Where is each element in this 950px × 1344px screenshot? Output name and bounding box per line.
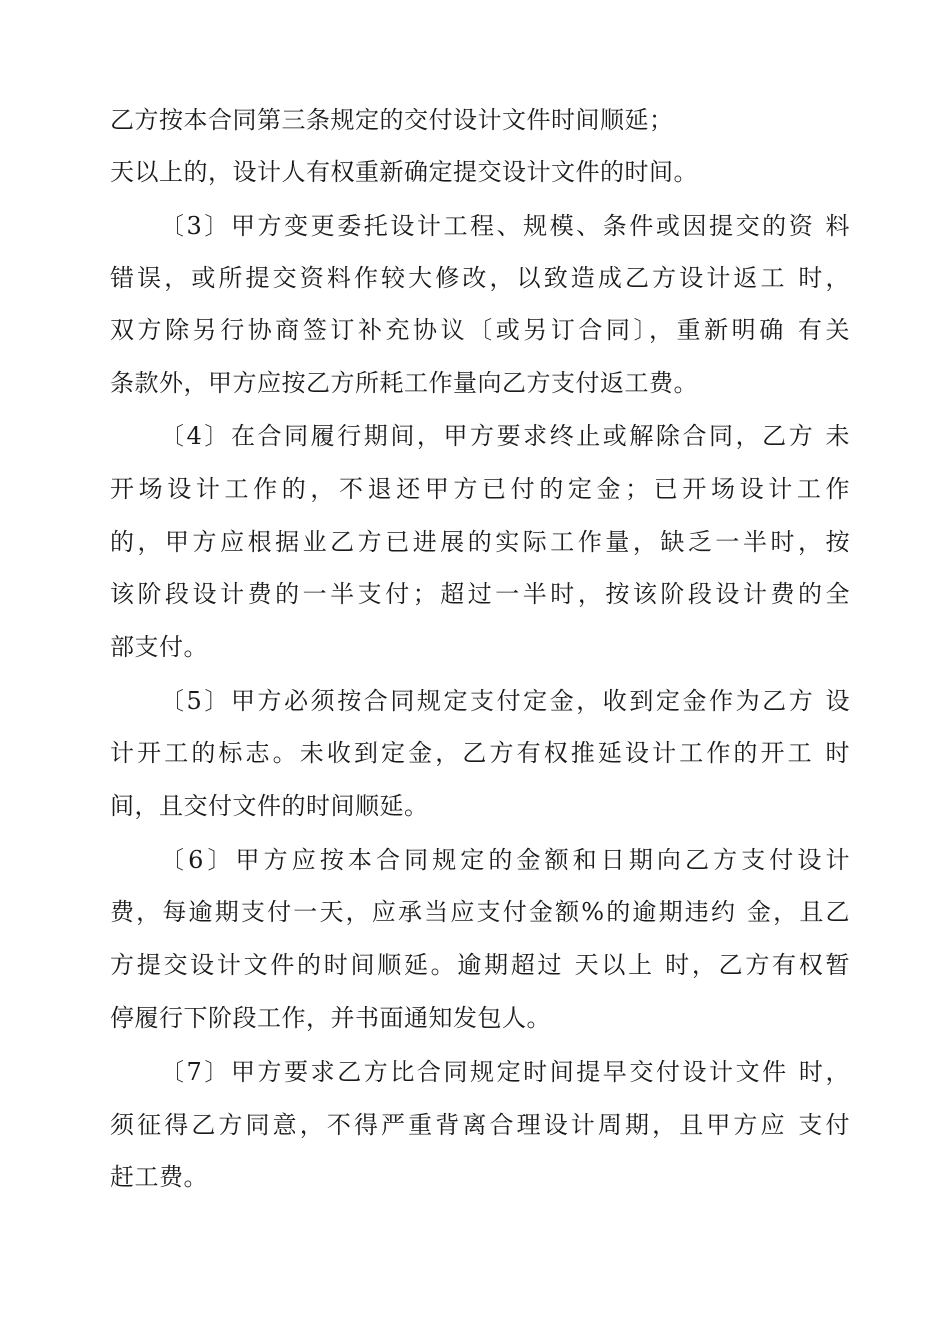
clause-4-line-1: 〔4〕在合同履行期间，甲方要求终止或解除合同，乙方 未 bbox=[160, 422, 850, 450]
clause-3-line-2: 错误，或所提交资料作较大修改，以致造成乙方设计返工 时， bbox=[110, 264, 850, 292]
clause-6-line-3: 方提交设计文件的时间顺延。逾期超过 天以上 时，乙方有权暂 bbox=[110, 951, 850, 979]
clause-4-line-5: 部支付。 bbox=[110, 633, 208, 661]
clause-3-line-1: 〔3〕甲方变更委托设计工程、规模、条件或因提交的资 料 bbox=[160, 212, 850, 240]
clause-6-line-1: 〔6〕甲方应按本合同规定的金额和日期向乙方支付设计 bbox=[160, 846, 850, 874]
clause-5-line-1: 〔5〕甲方必须按合同规定支付定金，收到定金作为乙方 设 bbox=[160, 687, 850, 715]
clause-3-line-3: 双方除另行协商签订补充协议〔或另订合同〕，重新明确 有关 bbox=[110, 316, 850, 344]
clause-6-line-2: 费，每逾期支付一天，应承当应支付金额%的逾期违约 金，且乙 bbox=[110, 898, 850, 926]
clause-6-line-4: 停履行下阶段工作，并书面通知发包人。 bbox=[110, 1004, 551, 1032]
clause-5-line-2: 计开工的标志。未收到定金，乙方有权推延设计工作的开工 时 bbox=[110, 739, 850, 767]
clause-4-line-3: 的，甲方应根据业乙方已进展的实际工作量，缺乏一半时，按 bbox=[110, 528, 850, 556]
clause-5-line-3: 间，且交付文件的时间顺延。 bbox=[110, 792, 429, 820]
text-line-2: 天以上的，设计人有权重新确定提交设计文件的时间。 bbox=[110, 158, 698, 186]
clause-4-line-2: 开场设计工作的，不退还甲方已付的定金；已开场设计工作 bbox=[110, 475, 850, 503]
clause-7-line-3: 赶工费。 bbox=[110, 1163, 208, 1191]
clause-3-line-4: 条款外，甲方应按乙方所耗工作量向乙方支付返工费。 bbox=[110, 369, 698, 397]
clause-7-line-1: 〔7〕甲方要求乙方比合同规定时间提早交付设计文件 时， bbox=[160, 1058, 850, 1086]
text-line-1: 乙方按本合同第三条规定的交付设计文件时间顺延； bbox=[110, 106, 674, 134]
clause-4-line-4: 该阶段设计费的一半支付；超过一半时，按该阶段设计费的全 bbox=[110, 580, 850, 608]
clause-7-line-2: 须征得乙方同意，不得严重背离合理设计周期，且甲方应 支付 bbox=[110, 1111, 850, 1139]
